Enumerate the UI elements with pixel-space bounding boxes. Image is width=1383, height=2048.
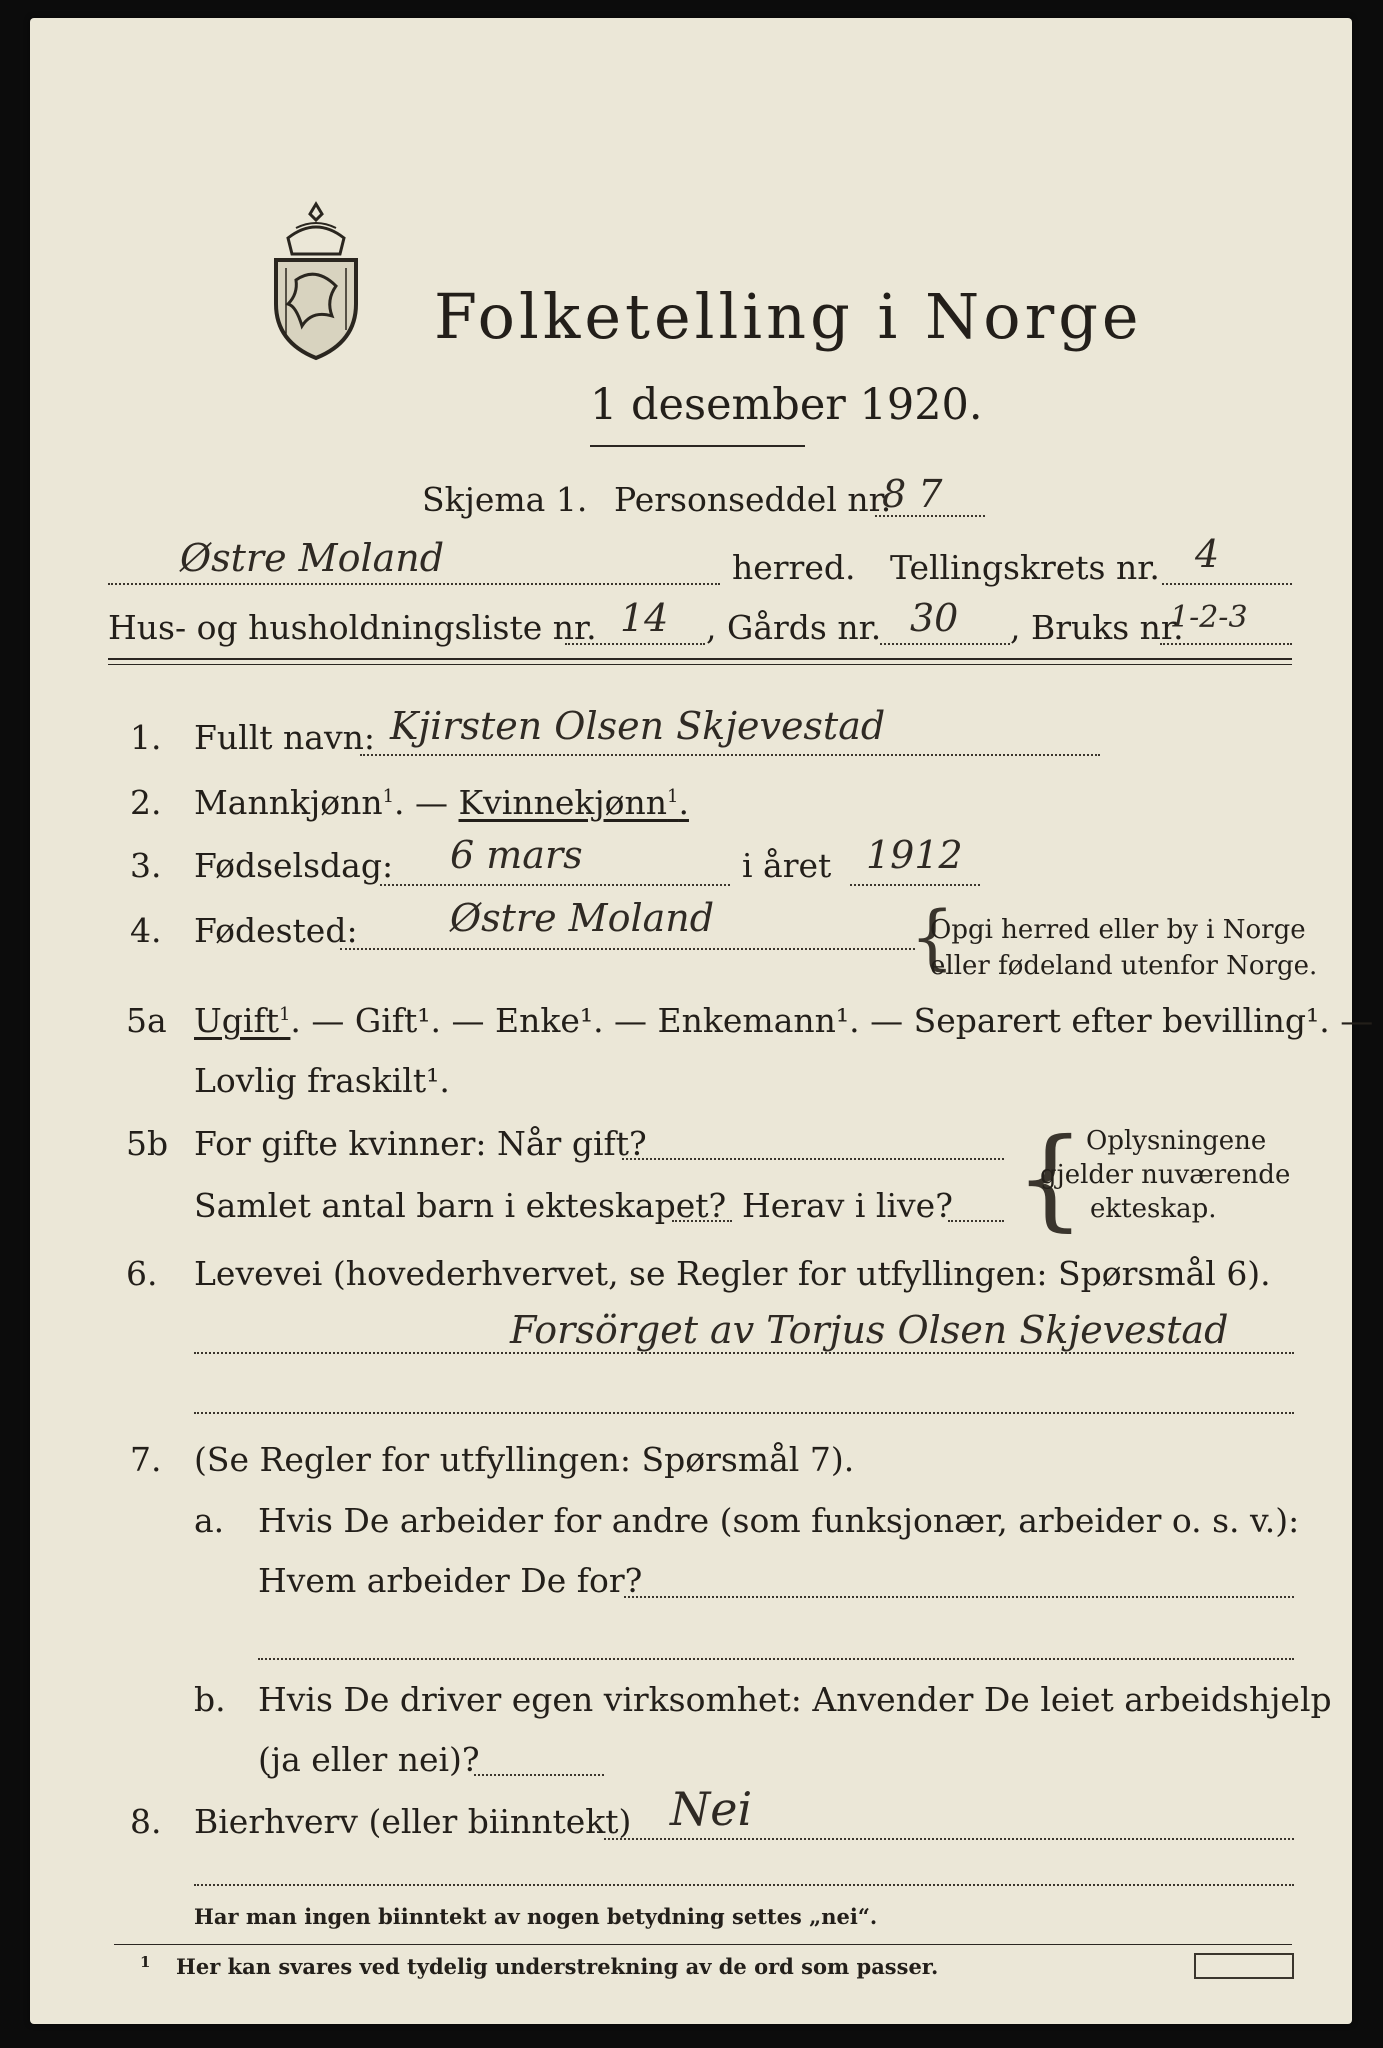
header-rule-2 — [108, 664, 1292, 665]
q1-value: Kjirsten Olsen Skjevestad — [390, 704, 886, 748]
q5a-line2: Lovlig fraskilt¹. — [194, 1061, 450, 1100]
q5a-ugift — [194, 1001, 290, 1040]
q5a-ugift-text: Ugift — [194, 1001, 279, 1040]
herred-line — [108, 583, 720, 585]
q3-year-label: i året — [742, 846, 832, 885]
q5b-line-1 — [622, 1158, 1004, 1160]
q5b-brace: { — [1015, 1114, 1085, 1242]
q1-label: Fullt navn: — [194, 718, 375, 757]
q5b-note-2: gjelder nuværende — [1040, 1160, 1291, 1190]
q8-label: Bierhverv (eller biinntekt) — [194, 1802, 632, 1841]
q3-value: 6 mars — [450, 833, 583, 877]
q7a-label-2: Hvem arbeider De for? — [258, 1561, 643, 1600]
q6-value: Forsörget av Torjus Olsen Skjevestad — [510, 1308, 1229, 1352]
q7b-line — [474, 1774, 604, 1776]
q2-options — [194, 783, 689, 822]
q4-label: Fødested: — [194, 911, 358, 950]
q2-sep: . — — [394, 783, 459, 822]
q7-number: 7. — [130, 1440, 162, 1479]
footnote-text: Her kan svares ved tydelig understrekning av de ord som passer. — [176, 1954, 939, 1979]
q3-year-line — [850, 884, 980, 886]
q3-label: Fødselsdag: — [194, 846, 394, 885]
q7-label: (Se Regler for utfyllingen: Spørsmål 7). — [194, 1440, 855, 1479]
q5b-label-2: Samlet antal barn i ekteskapet? — [194, 1186, 727, 1225]
q6-label: Levevei (hovederhvervet, se Regler for utfyllingen: Spørsmål 6). — [194, 1254, 1271, 1293]
hus-label: Hus- og husholdningsliste nr. — [108, 608, 597, 647]
q4-note-1: Opgi herred eller by i Norge — [930, 915, 1306, 945]
q8-line-2 — [194, 1884, 1294, 1886]
form-title: Folketelling i Norge — [434, 280, 1143, 353]
footer-note: Har man ingen biinntekt av nogen betydning settes „nei“. — [194, 1904, 878, 1929]
q7b-label-1: Hvis De driver egen virksomhet: Anvender De leiet arbeidshjelp — [258, 1680, 1332, 1719]
q4-value: Østre Moland — [450, 896, 715, 940]
q1-line — [360, 754, 1100, 756]
personseddel-line — [875, 515, 985, 517]
q5b-label-1: For gifte kvinner: Når gift? — [194, 1124, 647, 1163]
q5b-note-1: Oplysningene — [1086, 1126, 1267, 1156]
q8-value: Nei — [670, 1782, 753, 1836]
q8-line-1 — [604, 1838, 1294, 1840]
q5a-ugift-sup: 1 — [278, 1004, 291, 1025]
herred-value: Østre Moland — [180, 536, 445, 580]
q1-number: 1. — [130, 718, 162, 757]
tellingskrets-line — [1162, 583, 1292, 585]
q5b-note-3: ekteskap. — [1090, 1194, 1217, 1224]
bruks-line — [1160, 643, 1292, 645]
printer-stamp — [1194, 1953, 1294, 1979]
q7a-line-2 — [258, 1658, 1294, 1660]
q2-mann: Mannkjønn — [194, 783, 383, 822]
q2-kvinne-text: Kvinnekjønn — [458, 783, 668, 822]
q2-mann-sup: 1 — [382, 786, 395, 807]
hus-line — [565, 643, 705, 645]
q5b-number: 5b — [126, 1124, 169, 1163]
q4-line — [340, 948, 915, 950]
q8-number: 8. — [130, 1802, 162, 1841]
q7b-number: b. — [194, 1680, 226, 1719]
q5a-rest: . — Gift¹. — Enke¹. — Enkemann¹. — Separert efter bevilling¹. — — [290, 1001, 1374, 1040]
title-divider — [590, 445, 805, 447]
q2-number: 2. — [130, 783, 162, 822]
q5b-label-3: Herav i live? — [742, 1186, 953, 1225]
q7a-label-1: Hvis De arbeider for andre (som funksjonær, arbeider o. s. v.): — [258, 1501, 1300, 1540]
header-rule-1 — [108, 658, 1292, 660]
q5a-options — [194, 1001, 1373, 1040]
tellingskrets-label: Tellingskrets nr. — [890, 548, 1160, 587]
gards-label: , Gårds nr. — [706, 608, 882, 647]
bruks-value: 1-2-3 — [1170, 600, 1248, 635]
herred-label: herred. — [732, 548, 856, 587]
hus-value: 14 — [620, 596, 669, 640]
q3-number: 3. — [130, 846, 162, 885]
q5b-line-3 — [948, 1220, 1004, 1222]
coat-of-arms-icon — [266, 198, 366, 363]
q6-line-2 — [194, 1412, 1294, 1414]
personseddel-label: Personseddel nr. — [614, 480, 892, 519]
gards-line — [880, 643, 1010, 645]
personseddel-value: 8 7 — [882, 472, 943, 516]
q3-line — [380, 884, 730, 886]
q5b-line-2 — [672, 1220, 732, 1222]
census-form — [30, 18, 1374, 2024]
footer-rule — [114, 1944, 1292, 1945]
q2-end: . — [678, 783, 689, 822]
gards-value: 30 — [910, 596, 959, 640]
q6-number: 6. — [126, 1254, 158, 1293]
q4-note-2: eller fødeland utenfor Norge. — [930, 951, 1318, 981]
q3-year-value: 1912 — [866, 833, 963, 877]
q4-number: 4. — [130, 911, 162, 950]
q7a-number: a. — [194, 1501, 225, 1540]
form-date: 1 desember 1920. — [590, 380, 983, 430]
q2-kvinne-sup: 1 — [667, 786, 679, 807]
q4-brace: { — [910, 896, 955, 978]
q2-kvinne — [459, 783, 689, 822]
tellingskrets-value: 4 — [1195, 532, 1220, 576]
schema-label: Skjema 1. — [422, 480, 588, 519]
q7a-line-1 — [624, 1596, 1294, 1598]
q6-line-1 — [194, 1352, 1294, 1354]
q5a-number: 5a — [126, 1001, 167, 1040]
footnote-mark: 1 — [140, 1953, 151, 1971]
bruks-label: , Bruks nr. — [1010, 608, 1184, 647]
q7b-label-2: (ja eller nei)? — [258, 1740, 480, 1779]
